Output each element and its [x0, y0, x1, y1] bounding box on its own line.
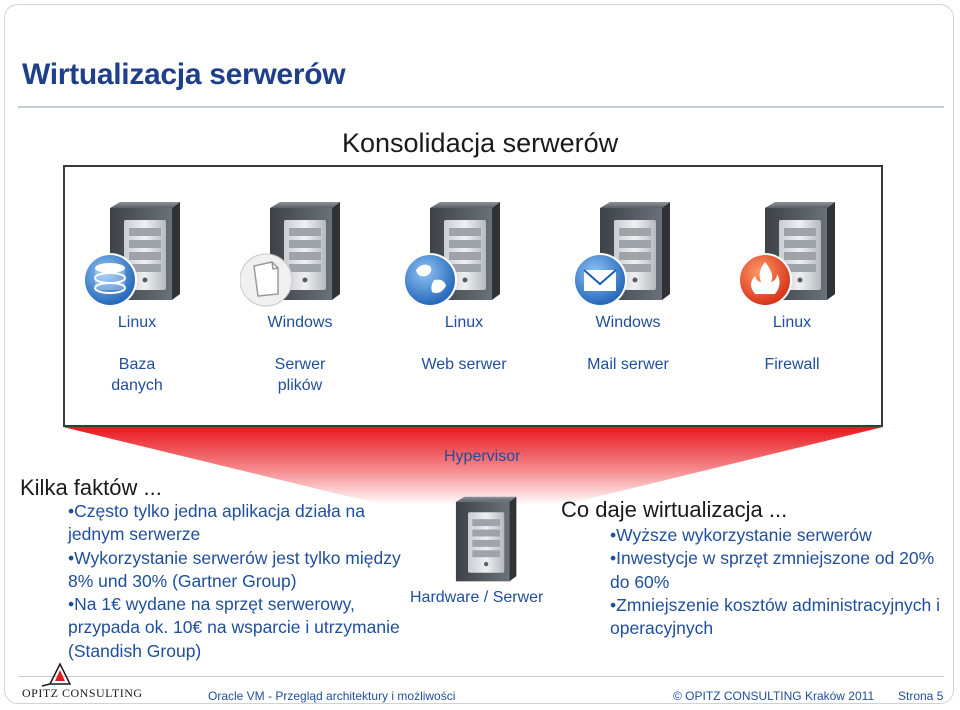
facts-heading: Kilka faktów ...: [20, 475, 162, 500]
server-os-label: Windows: [595, 314, 661, 331]
server-database: [80, 200, 210, 310]
server-os-label: Linux: [117, 314, 157, 331]
slide-subtitle: Konsolidacja serwerów: [342, 128, 619, 158]
footer-presentation-title: Oracle VM - Przegląd architektury i możliwości: [208, 689, 456, 703]
server-role-label: Web serwer: [421, 356, 507, 373]
server-web: [400, 200, 530, 310]
hypervisor-label: Hypervisor: [444, 448, 521, 465]
hardware-label: Hardware / Serwer: [410, 589, 544, 606]
title-divider: [18, 106, 944, 108]
list-item: • Często tylko jedna aplikacja działa na jednym serwerze: [68, 500, 413, 547]
server-role-label: Firewall: [764, 356, 820, 373]
slide-title: Wirtualizacja serwerów: [22, 58, 346, 91]
server-role-label: Serwer plików: [274, 356, 326, 394]
file-icon: [240, 254, 292, 306]
facts-list: [68, 500, 413, 663]
list-item: • Wykorzystanie serwerów jest tylko między 8% und 30% (Gartner Group): [68, 547, 413, 594]
database-icon: [84, 254, 136, 306]
fire-icon: [739, 254, 791, 306]
server-os-label: Linux: [444, 314, 484, 331]
mail-icon: [574, 254, 626, 306]
footer-logo-text: OPITZ CONSULTING: [22, 686, 143, 700]
server-os-label: Windows: [267, 314, 333, 331]
footer-divider: [18, 676, 944, 677]
hardware-server-icon: [430, 495, 525, 590]
footer-page-number: Strona 5: [898, 689, 944, 703]
server-mail: [570, 200, 700, 310]
server-role-label: Mail serwer: [587, 356, 669, 373]
server-file: [240, 200, 370, 310]
server-os-label: Linux: [772, 314, 812, 331]
globe-icon: [404, 254, 456, 306]
footer-copyright: © OPITZ CONSULTING Kraków 2011: [673, 689, 875, 703]
list-item: • Zmniejszenie kosztów administracyjnych i operacyjnych: [610, 594, 945, 641]
benefits-heading: Co daje wirtualizacja ...: [561, 497, 788, 522]
benefits-list: [610, 524, 945, 640]
list-item: • Wyższe wykorzystanie serwerów: [610, 524, 945, 547]
server-role-label: Baza danych: [111, 356, 163, 394]
list-item: • Na 1€ wydane na sprzęt serwerowy, przypada ok. 10€ na wsparcie i utrzymanie (Standish Group): [68, 593, 413, 663]
server-firewall: [735, 200, 865, 310]
list-item: • Inwestycje w sprzęt zmniejszone od 20% do 60%: [610, 547, 945, 594]
